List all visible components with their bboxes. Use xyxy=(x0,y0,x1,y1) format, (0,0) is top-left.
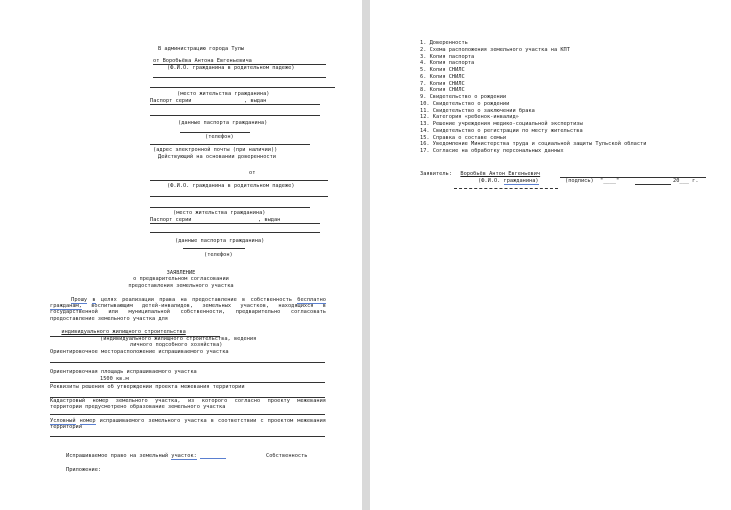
area-label: Ориентировочная площадь испрашиваемого участка xyxy=(50,369,197,375)
document-page-1 xyxy=(0,0,362,510)
request-word-1: Прошу xyxy=(71,297,88,303)
cadastral-line xyxy=(50,414,325,415)
request-text-2: воспитывающим детей-инвалидов, земельных участков, находящихся в государственной или муниципальной собственности, предварительно согласовать предоставление земельного участка для xyxy=(50,303,326,322)
conditional-text: испрашиваемого земельного участка в соответствии с проектом межевания территории xyxy=(50,418,326,431)
attachment-item: 9. Свидетельство о рождении xyxy=(420,94,507,100)
request-word-3: бесплатно xyxy=(297,297,326,303)
attachment-item: 4. Копия паспорта xyxy=(420,60,475,67)
right-label: Испрашиваемое право на земельный участок: xyxy=(66,453,197,459)
area-unit: кв.м xyxy=(115,376,129,382)
location-line xyxy=(50,362,325,363)
blank-line xyxy=(153,77,326,78)
passport-line-2 xyxy=(150,115,320,116)
signature-fio-note: (Ф.И.О. гражданина) xyxy=(478,178,539,184)
attachment-item: 15. Справка о составе семьи xyxy=(420,134,507,141)
passport-issued-1: , выдан xyxy=(244,98,267,104)
passport-data-note-2: (данные паспорта гражданина) xyxy=(175,238,265,244)
attachments-list xyxy=(420,40,646,155)
attachment-item: 16. Уведомление Министерства труда и социальной защиты Тульской области xyxy=(420,141,647,148)
passport-line-3 xyxy=(150,223,320,224)
attachment-item: 3. Копия паспорта xyxy=(420,53,475,60)
attachment-label: Приложение: xyxy=(66,467,102,473)
request-word-2: в xyxy=(92,297,96,303)
purpose-value: индивидуального жилищного строительства xyxy=(61,329,186,335)
phone-line-2 xyxy=(183,248,245,249)
email-line xyxy=(150,144,310,145)
conditional-line xyxy=(50,436,325,437)
residence-note-2: (место жительства гражданина) xyxy=(173,210,266,216)
applicant-name: Воробьёв Антон Евгеньевич xyxy=(460,171,541,177)
addressee: В администрацию города Тулы xyxy=(158,46,245,52)
attachment-item: 8. Копия СНИЛС xyxy=(420,87,465,94)
fio-line-2 xyxy=(150,180,328,181)
document-title: ЗАЯВЛЕНИЕ xyxy=(166,270,196,276)
attachment-item: 5. Копия СНИЛС xyxy=(420,67,465,73)
conditional-word-1: Условный xyxy=(50,418,76,424)
attachment-item: 2. Схема расположения земельного участка на КПТ xyxy=(420,46,570,53)
phone-note-1: (телефон) xyxy=(205,134,234,140)
date-year: 20___ г. xyxy=(673,178,699,184)
passport-data-note-1: (данные паспорта гражданина) xyxy=(178,120,268,126)
fio-note-1: (Ф.И.О. гражданина в родительном падеже) xyxy=(167,65,295,71)
location-label: Ориентировочное месторасположение испрашиваемого участка xyxy=(50,349,229,355)
residence-line-1 xyxy=(150,87,335,88)
signature-line xyxy=(454,188,558,189)
fio-note-2: (Ф.И.О. гражданина в родительном падеже) xyxy=(167,183,295,189)
attachment-item: 10. Свидетельство о рождении xyxy=(420,100,510,107)
area-line xyxy=(50,382,325,383)
applicant-label: Заявитель: xyxy=(420,171,452,177)
right-value: Собственность xyxy=(266,453,308,459)
document-page-2 xyxy=(370,0,731,510)
date-open: "____" xyxy=(600,178,620,184)
right-word: участок: xyxy=(171,453,197,459)
attachment-item: 1. Доверенность xyxy=(420,40,468,46)
from-line-2: от xyxy=(249,170,256,176)
signature-note: (подпись) xyxy=(565,178,594,184)
from-line: от Воробьёва Антона Евгеньевича xyxy=(153,58,252,64)
phone-note-2: (телефон) xyxy=(204,252,233,258)
residence-note-1: (место жительства гражданина) xyxy=(177,91,270,97)
passport-line-4 xyxy=(150,232,320,233)
attachment-item: 14. Свидетельство о регистрации по месту жительства xyxy=(420,127,583,134)
conditional-word-2: номер xyxy=(79,418,96,424)
request-paragraph xyxy=(50,297,326,322)
conditional-number-paragraph xyxy=(50,418,326,430)
area-value: 1500 кв.м xyxy=(100,376,129,382)
document-subtitle-2: предоставления земельного участка xyxy=(128,283,234,289)
attachment-item: 7. Копия СНИЛС xyxy=(420,80,465,87)
phone-line-1 xyxy=(180,132,250,133)
email-note: (адрес электронной почты (при наличии)) xyxy=(153,147,278,153)
request-text-1: целях реализации права на предоставление в собственность xyxy=(100,297,292,303)
attachment-item: 13. Решение учреждения медико-социальной экспертизы xyxy=(420,121,583,127)
right-underline xyxy=(200,458,226,459)
decision-label: Реквизиты решения об утверждении проекта межевания территории xyxy=(50,384,245,390)
passport-series-1: Паспорт серии xyxy=(150,98,192,104)
date-month-line xyxy=(635,184,671,185)
blank-line-2 xyxy=(150,196,328,197)
attachment-item: 17. Согласие на обработку персональных данных xyxy=(420,148,564,154)
document-subtitle-1: о предварительном согласовании xyxy=(133,276,229,282)
purpose-note-2: личного подсобного хозяйства) xyxy=(130,342,223,348)
page-gap xyxy=(362,0,370,510)
residence-line-2 xyxy=(150,207,310,208)
passport-series-2: Паспорт серии xyxy=(150,217,192,223)
cadastral-label: Кадастровый номер земельного участка, из которого согласно проекту межевания территории предусмотрено образование земельного участка xyxy=(50,398,326,411)
purpose-note-1: (индивидуального жилищного строительства, ведения xyxy=(100,336,257,342)
attachment-item: 6. Копия СНИЛС xyxy=(420,73,465,80)
acting-basis: Действующий на основании доверенности xyxy=(158,154,276,160)
passport-line-1 xyxy=(150,104,320,105)
passport-issued-2: , выдан xyxy=(258,217,281,223)
request-word-4: гражданам, xyxy=(50,303,82,310)
attachment-item: 11. Свидетельство о заключении брака xyxy=(420,107,535,114)
attachment-item: 12. Категория «ребенок-инвалид» xyxy=(420,114,519,121)
